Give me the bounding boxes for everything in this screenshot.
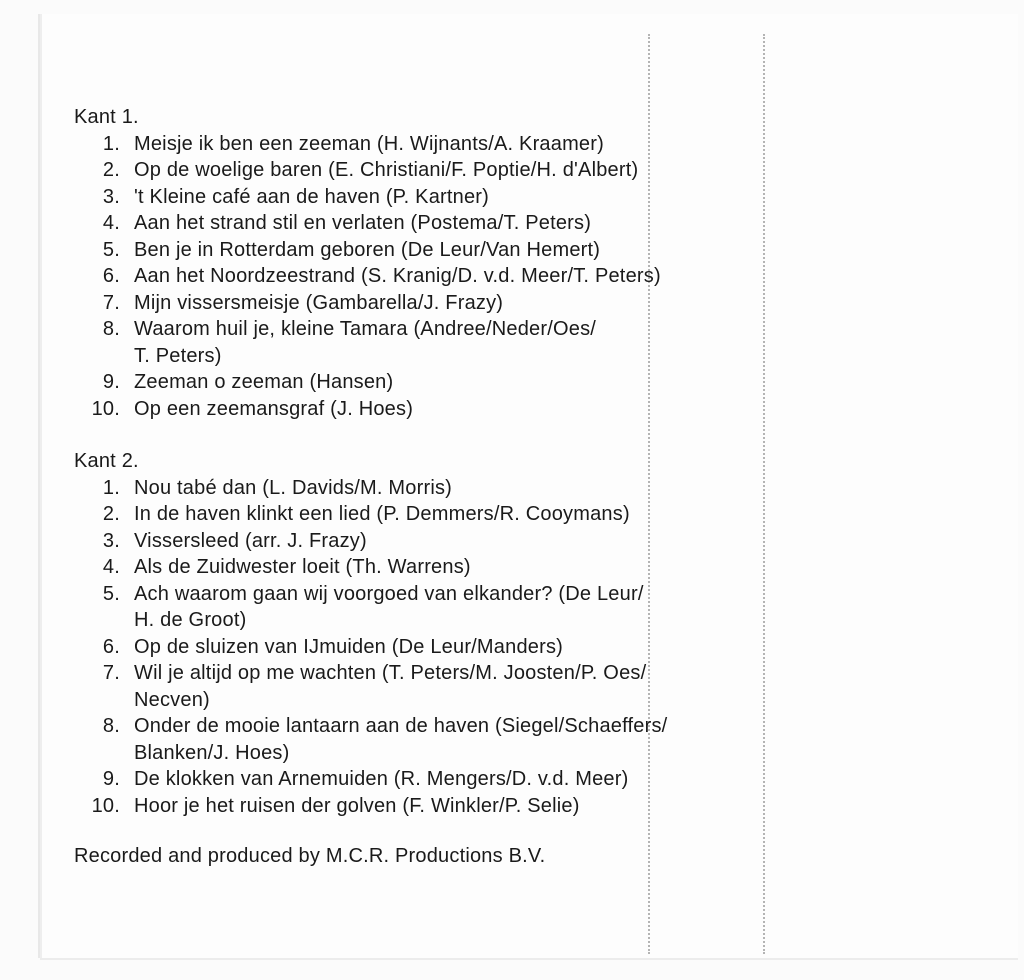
track-number: 7.	[102, 291, 120, 314]
track-2-4	[74, 554, 974, 581]
track-1-2	[74, 157, 974, 184]
track-title-line: Ben je in Rotterdam geboren (De Leur/Van Hemert)	[134, 238, 601, 261]
track-number: 5.	[102, 582, 120, 605]
track-number: 6.	[102, 265, 120, 287]
track-number: 1.	[102, 476, 120, 499]
track-number: 2.	[102, 503, 120, 525]
track-title-line: 't Kleine café aan de haven (P. Kartner)	[134, 185, 490, 208]
track-title	[134, 528, 367, 555]
track-title	[134, 581, 644, 634]
side-2-tracklist	[74, 475, 974, 820]
track-title-line: De klokken van Arnemuiden (R. Mengers/D. v.d. Meer)	[134, 768, 629, 790]
track-title-line: Op de woelige baren (E. Christiani/F. Poptie/H. d'Albert)	[134, 159, 639, 181]
track-1-8	[74, 316, 974, 369]
track-2-2	[74, 501, 974, 528]
track-1-10	[74, 396, 974, 423]
track-number: 8.	[102, 715, 120, 737]
track-title	[134, 713, 667, 766]
track-title-line: Ach waarom gaan wij voorgoed van elkander? (De Leur/	[134, 582, 644, 605]
track-number: 9.	[102, 371, 120, 393]
track-title-line: T. Peters)	[134, 344, 222, 367]
track-title	[134, 210, 591, 237]
track-2-10	[74, 793, 974, 820]
track-1-5	[74, 237, 974, 264]
track-number: 9.	[102, 768, 120, 790]
track-title	[134, 237, 600, 264]
track-title	[134, 766, 628, 793]
section-gap	[74, 422, 974, 448]
track-number: 4.	[102, 212, 120, 234]
production-credit: Recorded and produced by M.C.R. Productions B.V.	[74, 845, 546, 867]
track-title-line: Hoor je het ruisen der golven (F. Winkler/P. Selie)	[134, 794, 580, 817]
track-title-line: Wil je altijd op me wachten (T. Peters/M. Joosten/P. Oes/	[134, 662, 647, 684]
side-1	[74, 104, 974, 422]
track-number: 3.	[102, 185, 120, 208]
track-title	[134, 793, 580, 820]
track-title-line: Waarom huil je, kleine Tamara (Andree/Neder/Oes/	[134, 318, 597, 340]
side-2-heading: Kant 2.	[74, 450, 139, 472]
track-title	[134, 184, 489, 211]
track-2-9	[74, 766, 974, 793]
track-number: 4.	[102, 556, 120, 578]
track-title-line: Onder de mooie lantaarn aan de haven (Siegel/Schaeffers/	[134, 715, 668, 737]
track-number: 5.	[102, 238, 120, 261]
track-title	[134, 263, 661, 290]
track-title-line: Zeeman o zeeman (Hansen)	[134, 371, 394, 393]
track-number: 10.	[91, 794, 120, 817]
tracklist-content	[74, 104, 974, 890]
track-title-line: Blanken/J. Hoes)	[134, 741, 290, 764]
track-number: 7.	[102, 662, 120, 684]
track-number: 1.	[102, 132, 120, 155]
track-title	[134, 501, 630, 528]
track-title-line: Als de Zuidwester loeit (Th. Warrens)	[134, 556, 471, 578]
track-2-6	[74, 634, 974, 661]
track-number: 2.	[102, 159, 120, 181]
track-title	[134, 660, 646, 713]
track-title	[134, 157, 638, 184]
track-title-line: Meisje ik ben een zeeman (H. Wijnants/A. Kraamer)	[134, 132, 604, 155]
track-title	[134, 634, 563, 661]
track-number: 6.	[102, 635, 120, 658]
track-1-4	[74, 210, 974, 237]
track-1-3	[74, 184, 974, 211]
track-title	[134, 554, 471, 581]
track-title	[134, 475, 452, 502]
cassette-inlay-card	[40, 14, 1018, 958]
side-1-heading: Kant 1.	[74, 106, 139, 128]
track-title-line: Op de sluizen van IJmuiden (De Leur/Manders)	[134, 635, 564, 658]
track-2-1	[74, 475, 974, 502]
track-title	[134, 290, 503, 317]
side-1-tracklist	[74, 131, 974, 423]
track-title	[134, 396, 413, 423]
track-2-3	[74, 528, 974, 555]
track-title	[134, 316, 596, 369]
track-title-line: H. de Groot)	[134, 609, 247, 631]
track-1-9	[74, 369, 974, 396]
track-number: 3.	[102, 529, 120, 552]
track-title-line: Necven)	[134, 688, 210, 711]
track-title	[134, 131, 604, 158]
track-title-line: Aan het Noordzeestrand (S. Kranig/D. v.d. Meer/T. Peters)	[134, 265, 661, 287]
track-title-line: Mijn vissersmeisje (Gambarella/J. Frazy)	[134, 291, 504, 314]
track-title-line: Vissersleed (arr. J. Frazy)	[134, 529, 367, 552]
side-2	[74, 448, 974, 819]
track-1-1	[74, 131, 974, 158]
track-title-line: Aan het strand stil en verlaten (Postema/T. Peters)	[134, 212, 592, 234]
track-number: 8.	[102, 318, 120, 340]
track-2-7	[74, 660, 974, 713]
track-2-5	[74, 581, 974, 634]
card-edge	[40, 14, 42, 958]
track-title-line: Nou tabé dan (L. Davids/M. Morris)	[134, 476, 453, 499]
track-1-7	[74, 290, 974, 317]
track-2-8	[74, 713, 974, 766]
track-number: 10.	[91, 397, 120, 420]
track-title-line: In de haven klinkt een lied (P. Demmers/R. Cooymans)	[134, 503, 630, 525]
track-1-6	[74, 263, 974, 290]
track-title-line: Op een zeemansgraf (J. Hoes)	[134, 397, 414, 420]
track-title	[134, 369, 393, 396]
